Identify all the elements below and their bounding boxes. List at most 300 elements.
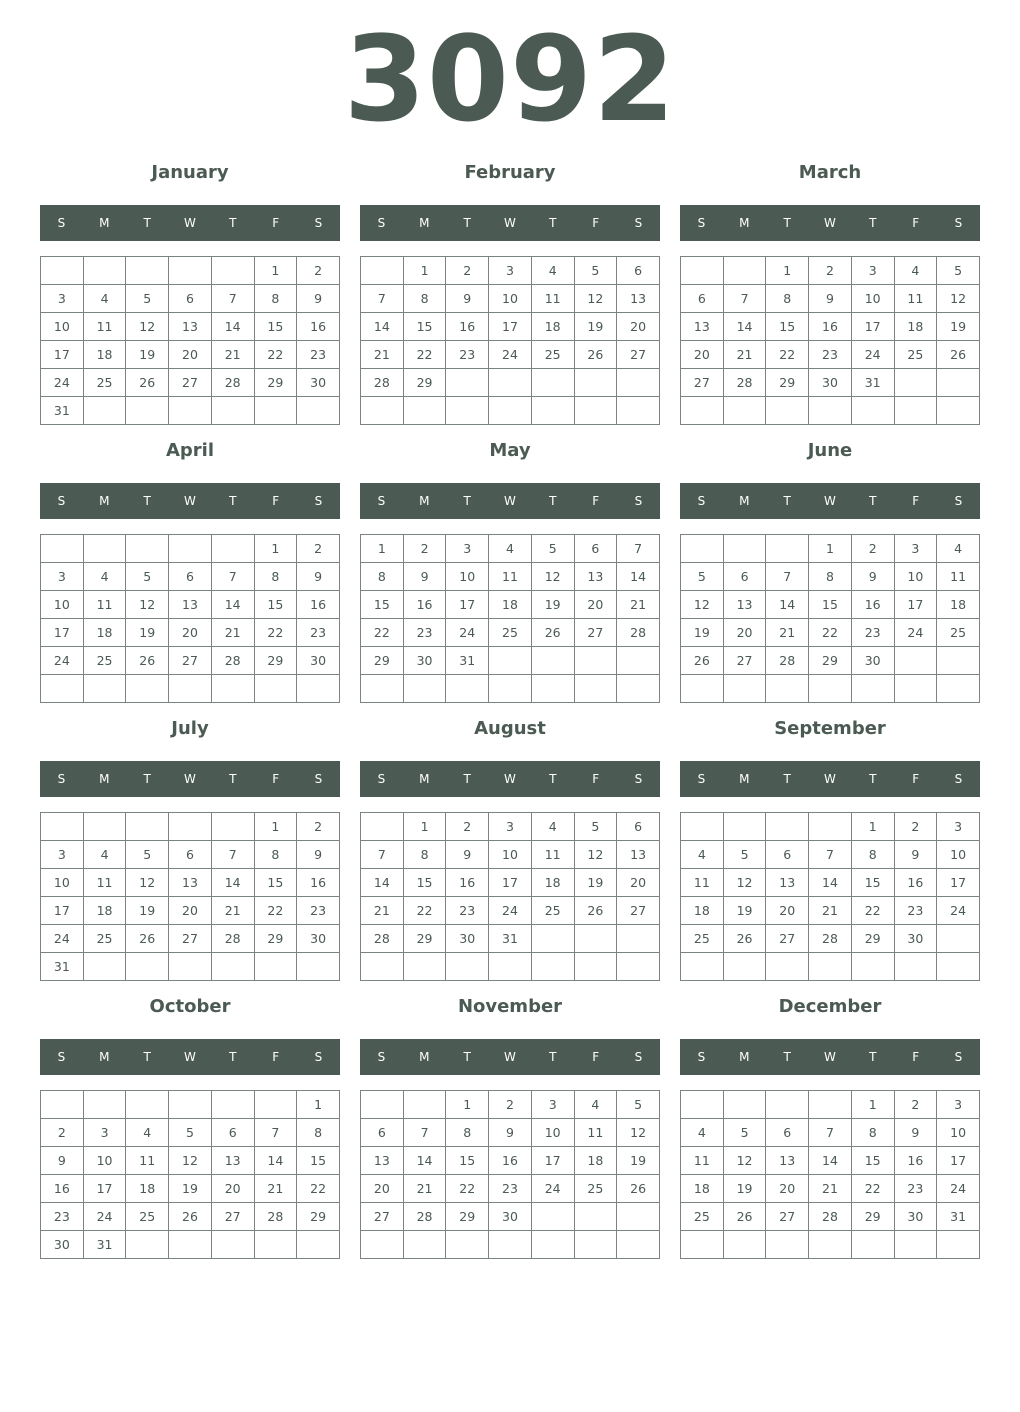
- day-cell: 16: [297, 869, 340, 897]
- empty-day-cell: [531, 647, 574, 675]
- empty-day-cell: [211, 675, 254, 703]
- day-cell: 29: [254, 369, 297, 397]
- month-name: February: [464, 162, 556, 183]
- day-cell: 17: [83, 1175, 126, 1203]
- week-row: [681, 1175, 980, 1203]
- week-row: [41, 869, 340, 897]
- weekday-header: S: [697, 216, 706, 230]
- day-grid: [40, 1090, 340, 1259]
- day-cell: 28: [723, 369, 766, 397]
- day-cell: 29: [254, 647, 297, 675]
- weekday-header-bar: [40, 205, 340, 241]
- day-cell: 1: [403, 257, 446, 285]
- day-cell: 10: [41, 591, 84, 619]
- empty-day-cell: [894, 397, 937, 425]
- day-cell: 14: [254, 1147, 297, 1175]
- day-cell: 31: [446, 647, 489, 675]
- empty-day-cell: [894, 369, 937, 397]
- week-row: [361, 925, 660, 953]
- day-cell: 17: [41, 619, 84, 647]
- day-cell: 16: [809, 313, 852, 341]
- day-cell: 17: [894, 591, 937, 619]
- weekday-header: F: [592, 772, 600, 786]
- day-cell: 8: [403, 285, 446, 313]
- weekday-header: W: [184, 772, 196, 786]
- week-row: [361, 1091, 660, 1119]
- empty-day-cell: [446, 397, 489, 425]
- empty-day-cell: [446, 369, 489, 397]
- day-cell: 22: [446, 1175, 489, 1203]
- week-row: [681, 285, 980, 313]
- week-row: [361, 869, 660, 897]
- weekday-header: S: [57, 1050, 66, 1064]
- weekday-header: T: [229, 216, 237, 230]
- day-cell: 27: [169, 925, 212, 953]
- day-cell: 12: [574, 285, 617, 313]
- empty-day-cell: [574, 675, 617, 703]
- day-cell: 5: [723, 1119, 766, 1147]
- empty-day-cell: [361, 397, 404, 425]
- day-cell: 4: [681, 1119, 724, 1147]
- day-cell: 29: [446, 1203, 489, 1231]
- day-cell: 19: [126, 619, 169, 647]
- weekday-header: M: [739, 216, 750, 230]
- weekday-header: S: [954, 1050, 963, 1064]
- weekday-header: S: [57, 772, 66, 786]
- day-cell: 9: [41, 1147, 84, 1175]
- week-row: [681, 535, 980, 563]
- day-cell: 21: [617, 591, 660, 619]
- day-cell: 18: [83, 897, 126, 925]
- weekday-header: T: [229, 494, 237, 508]
- day-cell: 16: [894, 869, 937, 897]
- empty-day-cell: [617, 925, 660, 953]
- empty-day-cell: [83, 535, 126, 563]
- weekday-header: S: [697, 494, 706, 508]
- day-cell: 3: [41, 841, 84, 869]
- day-cell: 19: [126, 341, 169, 369]
- weekday-header: W: [824, 772, 836, 786]
- day-grid: [360, 534, 660, 703]
- day-cell: 20: [361, 1175, 404, 1203]
- day-cell: 17: [446, 591, 489, 619]
- day-cell: 5: [126, 563, 169, 591]
- day-cell: 20: [617, 313, 660, 341]
- day-cell: 3: [851, 257, 894, 285]
- day-cell: 18: [531, 869, 574, 897]
- weekday-header: S: [314, 1050, 323, 1064]
- day-cell: 26: [723, 925, 766, 953]
- weekday-header: T: [783, 216, 791, 230]
- empty-day-cell: [894, 675, 937, 703]
- day-cell: 30: [297, 369, 340, 397]
- empty-day-cell: [681, 397, 724, 425]
- day-cell: 7: [211, 563, 254, 591]
- day-cell: 7: [211, 841, 254, 869]
- day-cell: 22: [403, 341, 446, 369]
- weekday-header-bar: [360, 761, 660, 797]
- day-cell: 2: [41, 1119, 84, 1147]
- day-cell: 24: [531, 1175, 574, 1203]
- week-row: [41, 1147, 340, 1175]
- week-row: [361, 1203, 660, 1231]
- day-cell: 10: [489, 841, 532, 869]
- day-cell: 5: [937, 257, 980, 285]
- day-cell: 22: [297, 1175, 340, 1203]
- day-cell: 10: [41, 869, 84, 897]
- month-june: [680, 440, 980, 710]
- day-cell: 11: [83, 869, 126, 897]
- month-october: [40, 996, 340, 1266]
- day-cell: 9: [446, 285, 489, 313]
- day-cell: 15: [403, 313, 446, 341]
- empty-day-cell: [361, 1091, 404, 1119]
- empty-day-cell: [126, 813, 169, 841]
- day-cell: 19: [723, 1175, 766, 1203]
- day-cell: 8: [809, 563, 852, 591]
- empty-day-cell: [894, 1231, 937, 1259]
- weekday-header: S: [314, 772, 323, 786]
- day-grid: [360, 1090, 660, 1259]
- weekday-header: S: [954, 494, 963, 508]
- day-cell: 24: [937, 897, 980, 925]
- day-cell: 19: [169, 1175, 212, 1203]
- weekday-header: T: [463, 216, 471, 230]
- day-cell: 20: [617, 869, 660, 897]
- week-row: [361, 1147, 660, 1175]
- week-row: [41, 1175, 340, 1203]
- empty-day-cell: [894, 647, 937, 675]
- weekday-header-bar: [680, 761, 980, 797]
- day-cell: 15: [403, 869, 446, 897]
- day-cell: 27: [574, 619, 617, 647]
- day-cell: 31: [41, 953, 84, 981]
- day-cell: 11: [937, 563, 980, 591]
- weekday-header: T: [869, 216, 877, 230]
- week-row: [41, 647, 340, 675]
- day-cell: 28: [211, 369, 254, 397]
- empty-day-cell: [723, 675, 766, 703]
- empty-day-cell: [681, 1091, 724, 1119]
- empty-day-cell: [531, 369, 574, 397]
- weekday-header: W: [184, 494, 196, 508]
- day-cell: 22: [766, 341, 809, 369]
- day-cell: 23: [894, 1175, 937, 1203]
- day-cell: 9: [446, 841, 489, 869]
- empty-day-cell: [126, 675, 169, 703]
- day-cell: 12: [723, 869, 766, 897]
- empty-day-cell: [574, 953, 617, 981]
- empty-day-cell: [894, 953, 937, 981]
- day-cell: 13: [681, 313, 724, 341]
- day-cell: 19: [723, 897, 766, 925]
- week-row: [361, 1175, 660, 1203]
- day-cell: 11: [531, 841, 574, 869]
- month-name: January: [151, 162, 229, 183]
- day-cell: 22: [254, 619, 297, 647]
- week-row: [41, 313, 340, 341]
- weekday-header: F: [272, 772, 280, 786]
- empty-day-cell: [211, 1231, 254, 1259]
- day-grid: [360, 812, 660, 981]
- day-cell: 24: [489, 341, 532, 369]
- month-july: [40, 718, 340, 988]
- day-cell: 9: [894, 841, 937, 869]
- day-cell: 1: [809, 535, 852, 563]
- day-cell: 27: [723, 647, 766, 675]
- empty-day-cell: [254, 953, 297, 981]
- empty-day-cell: [403, 397, 446, 425]
- day-cell: 8: [851, 1119, 894, 1147]
- day-cell: 19: [574, 313, 617, 341]
- month-name: March: [798, 162, 862, 183]
- day-cell: 15: [254, 869, 297, 897]
- empty-day-cell: [297, 397, 340, 425]
- empty-day-cell: [403, 953, 446, 981]
- day-cell: 9: [403, 563, 446, 591]
- day-cell: 11: [83, 313, 126, 341]
- empty-day-cell: [446, 675, 489, 703]
- day-cell: 7: [809, 841, 852, 869]
- empty-day-cell: [361, 1231, 404, 1259]
- weekday-header-bar: [680, 483, 980, 519]
- day-cell: 1: [766, 257, 809, 285]
- day-cell: 26: [126, 369, 169, 397]
- empty-day-cell: [297, 675, 340, 703]
- empty-day-cell: [766, 675, 809, 703]
- day-cell: 2: [894, 813, 937, 841]
- day-cell: 21: [766, 619, 809, 647]
- day-cell: 30: [851, 647, 894, 675]
- day-cell: 26: [937, 341, 980, 369]
- empty-day-cell: [126, 1091, 169, 1119]
- empty-day-cell: [83, 675, 126, 703]
- day-cell: 10: [446, 563, 489, 591]
- week-row: [41, 563, 340, 591]
- day-cell: 26: [574, 341, 617, 369]
- day-cell: 27: [766, 925, 809, 953]
- day-cell: 18: [894, 313, 937, 341]
- month-february: [360, 162, 660, 432]
- day-cell: 4: [574, 1091, 617, 1119]
- day-cell: 17: [489, 313, 532, 341]
- day-cell: 6: [766, 1119, 809, 1147]
- empty-day-cell: [809, 953, 852, 981]
- day-cell: 12: [574, 841, 617, 869]
- day-cell: 23: [894, 897, 937, 925]
- day-cell: 21: [361, 897, 404, 925]
- weekday-header: T: [869, 1050, 877, 1064]
- day-cell: 27: [766, 1203, 809, 1231]
- day-cell: 30: [489, 1203, 532, 1231]
- week-row: [361, 591, 660, 619]
- empty-day-cell: [83, 953, 126, 981]
- day-cell: 11: [126, 1147, 169, 1175]
- day-cell: 21: [211, 341, 254, 369]
- day-cell: 26: [617, 1175, 660, 1203]
- day-cell: 24: [894, 619, 937, 647]
- empty-day-cell: [766, 1231, 809, 1259]
- empty-day-cell: [681, 1231, 724, 1259]
- weekday-header: F: [912, 494, 920, 508]
- empty-day-cell: [681, 257, 724, 285]
- month-september: [680, 718, 980, 988]
- day-cell: 11: [681, 1147, 724, 1175]
- empty-day-cell: [41, 813, 84, 841]
- empty-day-cell: [126, 397, 169, 425]
- day-cell: 20: [681, 341, 724, 369]
- month-august: [360, 718, 660, 988]
- week-row: [681, 619, 980, 647]
- day-cell: 4: [894, 257, 937, 285]
- week-row: [361, 953, 660, 981]
- empty-day-cell: [937, 647, 980, 675]
- weekday-header: T: [549, 772, 557, 786]
- day-cell: 24: [851, 341, 894, 369]
- day-cell: 22: [254, 897, 297, 925]
- day-cell: 12: [617, 1119, 660, 1147]
- day-cell: 21: [254, 1175, 297, 1203]
- weekday-header-bar: [680, 1039, 980, 1075]
- weekday-header: S: [954, 772, 963, 786]
- weekday-header: F: [592, 494, 600, 508]
- day-cell: 2: [446, 257, 489, 285]
- empty-day-cell: [41, 675, 84, 703]
- day-cell: 9: [894, 1119, 937, 1147]
- empty-day-cell: [169, 953, 212, 981]
- day-cell: 8: [446, 1119, 489, 1147]
- empty-day-cell: [681, 675, 724, 703]
- empty-day-cell: [361, 257, 404, 285]
- day-cell: 10: [851, 285, 894, 313]
- week-row: [41, 953, 340, 981]
- weekday-header: T: [549, 1050, 557, 1064]
- day-cell: 31: [41, 397, 84, 425]
- day-cell: 24: [446, 619, 489, 647]
- day-cell: 26: [126, 925, 169, 953]
- week-row: [681, 1091, 980, 1119]
- day-cell: 15: [766, 313, 809, 341]
- day-cell: 20: [211, 1175, 254, 1203]
- day-cell: 25: [531, 897, 574, 925]
- weekday-header: T: [143, 216, 151, 230]
- day-cell: 21: [809, 1175, 852, 1203]
- day-cell: 21: [723, 341, 766, 369]
- weekday-header: F: [592, 1050, 600, 1064]
- day-cell: 21: [211, 619, 254, 647]
- weekday-header: F: [912, 216, 920, 230]
- empty-day-cell: [126, 1231, 169, 1259]
- empty-day-cell: [574, 1203, 617, 1231]
- day-cell: 8: [254, 841, 297, 869]
- empty-day-cell: [169, 1231, 212, 1259]
- day-cell: 14: [809, 1147, 852, 1175]
- day-cell: 17: [489, 869, 532, 897]
- day-cell: 3: [937, 813, 980, 841]
- week-row: [361, 341, 660, 369]
- empty-day-cell: [617, 1203, 660, 1231]
- weekday-header: W: [824, 1050, 836, 1064]
- day-cell: 23: [446, 897, 489, 925]
- week-row: [361, 535, 660, 563]
- day-cell: 12: [531, 563, 574, 591]
- day-cell: 3: [41, 285, 84, 313]
- empty-day-cell: [211, 397, 254, 425]
- day-cell: 25: [531, 341, 574, 369]
- day-cell: 25: [83, 369, 126, 397]
- empty-day-cell: [211, 535, 254, 563]
- day-cell: 9: [297, 841, 340, 869]
- day-cell: 11: [894, 285, 937, 313]
- week-row: [681, 897, 980, 925]
- week-row: [361, 563, 660, 591]
- day-cell: 28: [211, 925, 254, 953]
- week-row: [681, 841, 980, 869]
- week-row: [681, 675, 980, 703]
- weekday-header: T: [143, 772, 151, 786]
- empty-day-cell: [766, 535, 809, 563]
- day-cell: 6: [617, 813, 660, 841]
- day-cell: 12: [681, 591, 724, 619]
- day-cell: 5: [126, 285, 169, 313]
- day-cell: 21: [403, 1175, 446, 1203]
- day-cell: 3: [894, 535, 937, 563]
- day-cell: 24: [489, 897, 532, 925]
- day-cell: 13: [169, 869, 212, 897]
- weekday-header: M: [419, 494, 430, 508]
- weekday-header: F: [272, 494, 280, 508]
- day-cell: 16: [894, 1147, 937, 1175]
- week-row: [681, 257, 980, 285]
- day-cell: 10: [894, 563, 937, 591]
- day-cell: 12: [937, 285, 980, 313]
- weekday-header: T: [783, 1050, 791, 1064]
- weekday-header: F: [592, 216, 600, 230]
- empty-day-cell: [809, 1091, 852, 1119]
- day-cell: 16: [446, 313, 489, 341]
- month-name: July: [171, 718, 209, 739]
- day-cell: 12: [126, 313, 169, 341]
- day-cell: 2: [403, 535, 446, 563]
- day-cell: 4: [83, 563, 126, 591]
- day-cell: 22: [361, 619, 404, 647]
- day-grid: [40, 812, 340, 981]
- weekday-header: S: [57, 216, 66, 230]
- empty-day-cell: [723, 953, 766, 981]
- week-row: [41, 897, 340, 925]
- day-cell: 2: [809, 257, 852, 285]
- empty-day-cell: [809, 397, 852, 425]
- day-cell: 24: [83, 1203, 126, 1231]
- day-cell: 10: [83, 1147, 126, 1175]
- weekday-header: F: [272, 1050, 280, 1064]
- weekday-header: W: [824, 494, 836, 508]
- empty-day-cell: [723, 397, 766, 425]
- week-row: [361, 841, 660, 869]
- day-cell: 8: [766, 285, 809, 313]
- day-cell: 7: [211, 285, 254, 313]
- day-grid: [680, 812, 980, 981]
- empty-day-cell: [489, 369, 532, 397]
- day-cell: 13: [766, 1147, 809, 1175]
- empty-day-cell: [126, 257, 169, 285]
- weekday-header: F: [912, 1050, 920, 1064]
- day-cell: 23: [851, 619, 894, 647]
- day-cell: 14: [361, 869, 404, 897]
- empty-day-cell: [723, 535, 766, 563]
- day-cell: 13: [574, 563, 617, 591]
- day-grid: [680, 256, 980, 425]
